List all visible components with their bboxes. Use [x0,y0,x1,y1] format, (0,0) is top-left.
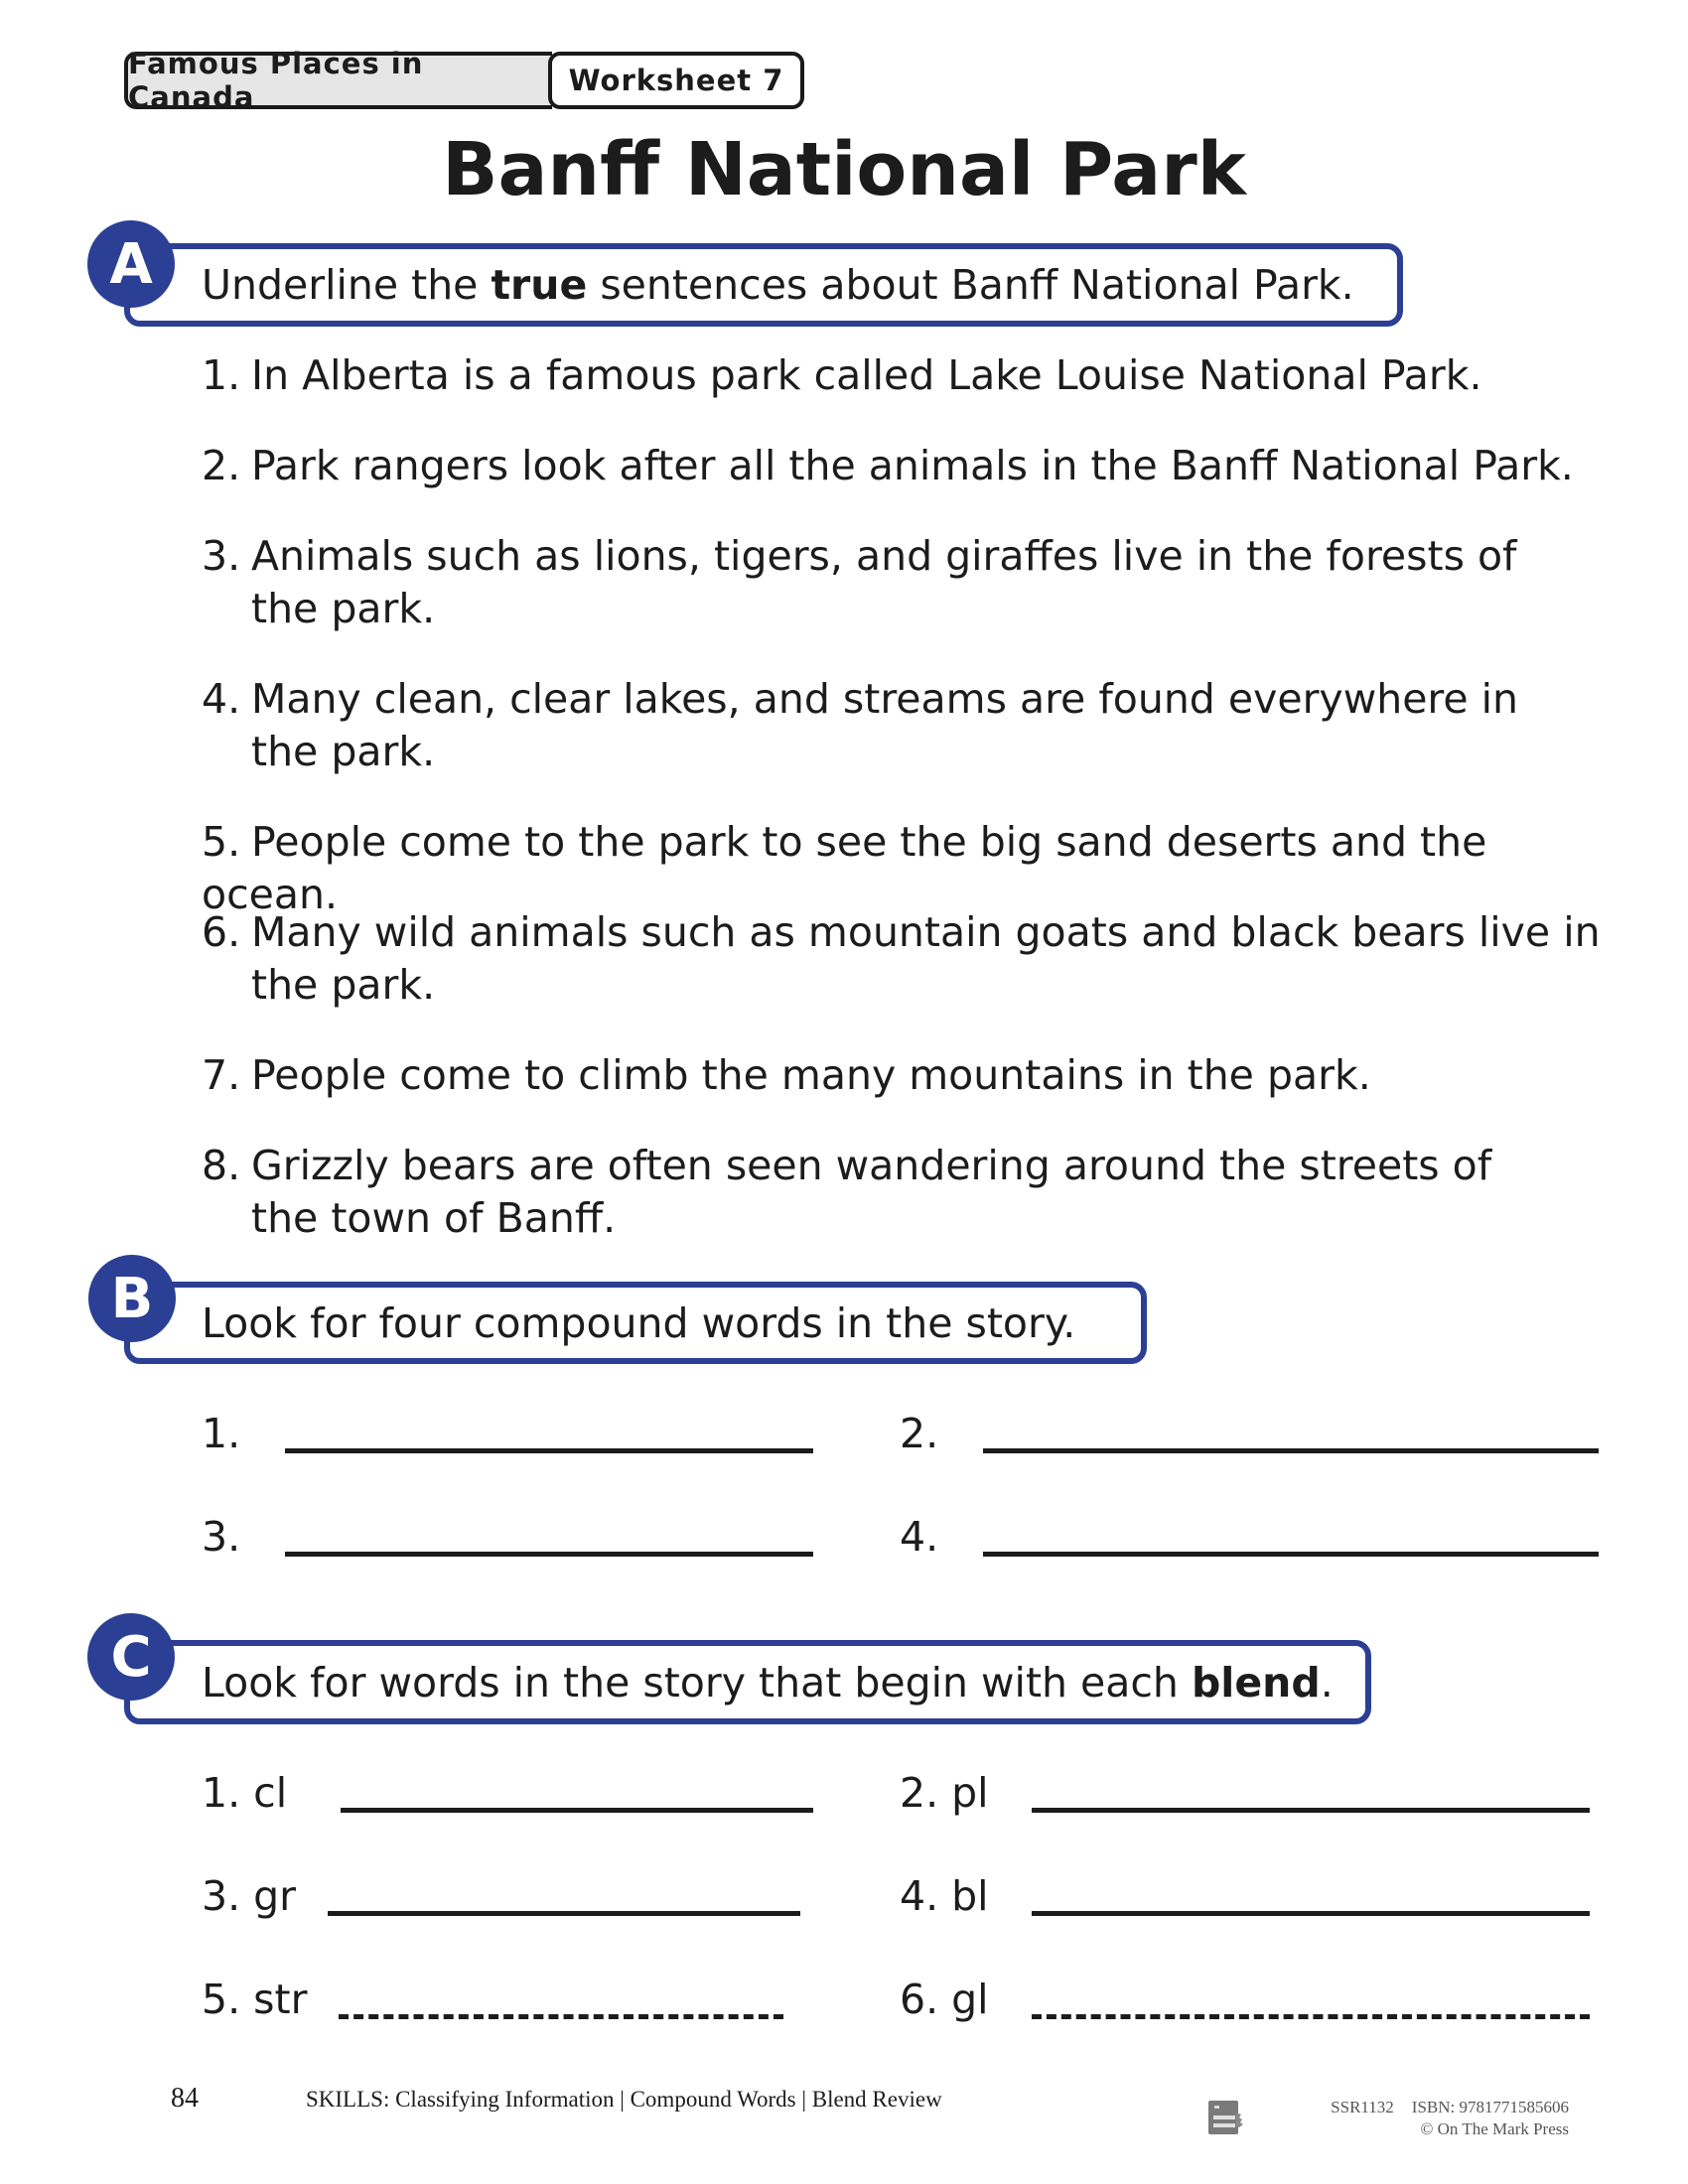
compound-word-answer-3: 3. [202,1513,813,1561]
sentence-text: Grizzly bears are often seen wandering around the streets of [251,1142,1492,1189]
section-c-instruction-box [124,1640,1371,1724]
compound-word-answer-4: 4. [900,1513,1599,1561]
blend-answer-gl: 6. gl [900,1976,1590,2023]
blend-answer-pl: 2. pl [900,1769,1590,1817]
sentence-item[interactable]: 6. Many wild animals such as mountain goats and black bears live in the park. [202,906,1612,1012]
answer-blank[interactable] [1032,1911,1590,1916]
worksheet-number: Worksheet 7 [548,52,804,109]
answer-blank[interactable] [285,1448,813,1453]
answer-blank[interactable] [339,2014,783,2019]
answer-blank[interactable] [983,1552,1599,1557]
copyright: © On The Mark Press [1420,2119,1569,2138]
blend-answer-str: 5. str [202,1976,783,2023]
blend-answer-gr: 3. gr [202,1872,800,1920]
product-code: SSR1132 [1331,2098,1394,2116]
sentence-text: Many wild animals such as mountain goats and black bears live in [251,908,1601,956]
sentence-item[interactable]: 7. People come to climb the many mountains in the park. [202,1051,1371,1099]
sentence-text: Park rangers look after all the animals in the Banff National Park. [251,442,1574,489]
page-title: Banff National Park [442,127,1246,212]
answer-blank[interactable] [285,1552,813,1557]
sentence-item[interactable]: 5. People come to the park to see the big sand deserts and the ocean. [202,818,1487,918]
sentence-text-continued: the park. [251,728,436,775]
sentence-text-continued: the town of Banff. [251,1194,617,1242]
worksheet-header-tab [124,47,804,114]
sentence-item[interactable]: 1. In Alberta is a famous park called Lake Louise National Park. [202,351,1482,399]
section-a-instruction-box [124,243,1403,327]
sentence-text: People come to climb the many mountains in the park. [251,1051,1371,1099]
page-number: 84 [171,2083,199,2114]
answer-blank[interactable] [341,1808,813,1813]
compound-word-answer-1: 1. [202,1410,813,1457]
document-cabinet-icon [1207,2099,1243,2136]
section-b-instruction: Look for four compound words in the story. [202,1298,1076,1347]
sentence-item[interactable]: 3. Animals such as lions, tigers, and giraffes live in the forests of the park. [202,530,1612,635]
sentence-text: Many clean, clear lakes, and streams are found everywhere in [251,675,1519,723]
answer-blank[interactable] [1032,2014,1590,2019]
skills-line: SKILLS: Classifying Information | Compound Words | Blend Review [306,2087,942,2112]
section-b-instruction-box [124,1282,1147,1364]
sentence-item[interactable]: 4. Many clean, clear lakes, and streams are found everywhere in the park. [202,673,1612,778]
isbn: ISBN: 9781771585606 [1411,2098,1569,2116]
sentence-item[interactable]: 8. Grizzly bears are often seen wandering around the streets of the town of Banff. [202,1140,1612,1245]
sentence-text-continued: the park. [251,585,436,632]
section-a-instruction: Underline the true sentences about Banff National Park. [202,261,1354,309]
sentence-item[interactable]: 2. Park rangers look after all the animals in the Banff National Park. [202,442,1574,489]
sentence-text: In Alberta is a famous park called Lake Louise National Park. [251,351,1482,399]
answer-blank[interactable] [1032,1808,1590,1813]
section-c-badge: C [87,1613,175,1701]
publisher-info [1281,2097,1569,2140]
compound-word-answer-2: 2. [900,1410,1599,1457]
blend-answer-cl: 1. cl [202,1769,813,1817]
answer-blank[interactable] [328,1911,800,1916]
section-c-instruction: Look for words in the story that begin with each blend. [202,1658,1334,1706]
sentence-text-continued: the park. [251,961,436,1009]
section-b-badge: B [88,1255,176,1342]
section-a-badge: A [87,220,175,308]
sentence-text: People come to the park to see the big sand deserts and the ocean. [202,818,1487,918]
blend-answer-bl: 4. bl [900,1872,1590,1920]
answer-blank[interactable] [983,1448,1599,1453]
sentence-text: Animals such as lions, tigers, and giraffes live in the forests of [251,532,1517,580]
series-label: Famous Places in Canada [124,52,552,109]
